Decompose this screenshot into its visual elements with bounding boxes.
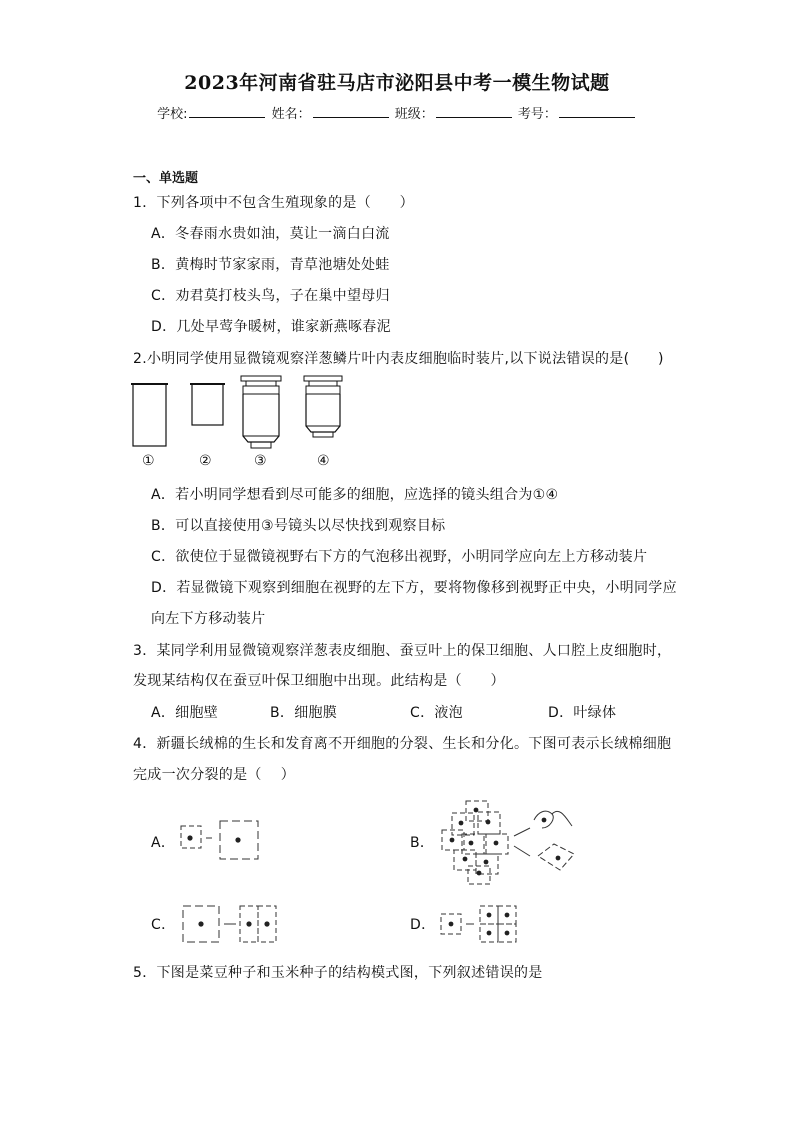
name-label: 姓名： (271, 107, 311, 122)
student-info-line (0, 103, 794, 122)
cell-division-diagram-b (438, 798, 588, 886)
page-title: 2023年河南省驻马店市泌阳县中考一模生物试题 (184, 72, 610, 94)
school-blank[interactable] (189, 105, 265, 118)
exam-no-blank[interactable] (559, 105, 635, 118)
question-4-option-d: D． (410, 917, 436, 933)
question-2-stem: 2.小明同学使用显微镜观察洋葱鳞片叶内表皮细胞临时装片,以下说法错误的是( ) (133, 351, 664, 367)
figure-label-4: ④ (317, 453, 330, 469)
name-blank[interactable] (313, 105, 389, 118)
microscope-lenses-figure (130, 376, 350, 456)
eyepiece-long-icon (131, 384, 168, 446)
section-title: 一、单选题 (133, 171, 199, 186)
cell-division-diagram-c (180, 902, 280, 946)
figure-label-1: ① (142, 453, 155, 469)
question-3-stem-line2: 发现某结构仅在蚕豆叶保卫细胞中出现。此结构是（ ） (133, 673, 505, 689)
question-1-option-d: D．几处早莺争暖树，谁家新燕啄春泥 (151, 319, 391, 335)
question-4-stem-line2: 完成一次分裂的是（ ） (133, 767, 296, 783)
question-5-stem: 5．下图是菜豆种子和玉米种子的结构模式图，下列叙述错误的是 (133, 965, 543, 981)
question-2-option-d: D．若显微镜下观察到细胞在视野的左下方，要将物像移到视野正中央，小明同学应 (151, 580, 677, 596)
question-1-stem: 1．下列各项中不包含生殖现象的是（ ） (133, 195, 414, 211)
figure-label-3: ③ (254, 453, 267, 469)
question-4-option-a: A． (151, 835, 176, 851)
objective-short-icon (304, 376, 342, 437)
question-2-option-d-cont: 向左下方移动装片 (151, 611, 266, 627)
question-2-option-c: C．欲使位于显微镜视野右下方的气泡移出视野，小明同学应向左上方移动装片 (151, 549, 648, 565)
class-label: 班级： (394, 107, 434, 122)
question-3-stem-line1: 3．某同学利用显微镜观察洋葱表皮细胞、蚕豆叶上的保卫细胞、人口腔上皮细胞时， (133, 643, 672, 659)
cell-division-diagram-a (178, 818, 268, 862)
question-1-option-c: C．劝君莫打枝头鸟，子在巢中望母归 (151, 288, 390, 304)
figure-label-2: ② (199, 453, 212, 469)
class-blank[interactable] (436, 105, 512, 118)
question-3-option-a: A．细胞壁 (151, 705, 219, 721)
cell-division-diagram-d (438, 902, 522, 946)
question-2-option-a: A．若小明同学想看到尽可能多的细胞，应选择的镜头组合为①④ (151, 487, 559, 503)
question-1-option-a: A．冬春雨水贵如油，莫让一滴白白流 (151, 226, 390, 242)
school-label: 学校: (157, 107, 188, 122)
exam-no-label: 考号： (517, 107, 557, 122)
eyepiece-short-icon (190, 384, 225, 425)
question-1-option-b: B．黄梅时节家家雨，青草池塘处处蛙 (151, 257, 390, 273)
objective-long-icon (241, 376, 281, 448)
question-2-option-b: B．可以直接使用③号镜头以尽快找到观察目标 (151, 518, 446, 534)
question-4-option-c: C． (151, 917, 176, 933)
question-3-option-d: D．叶绿体 (548, 705, 617, 721)
question-4-stem-line1: 4．新疆长绒棉的生长和发育离不开细胞的分裂、生长和分化。下图可表示长绒棉细胞 (133, 736, 672, 752)
question-4-option-b: B． (410, 835, 435, 851)
question-3-option-c: C．液泡 (410, 705, 463, 721)
question-3-option-b: B．细胞膜 (270, 705, 338, 721)
